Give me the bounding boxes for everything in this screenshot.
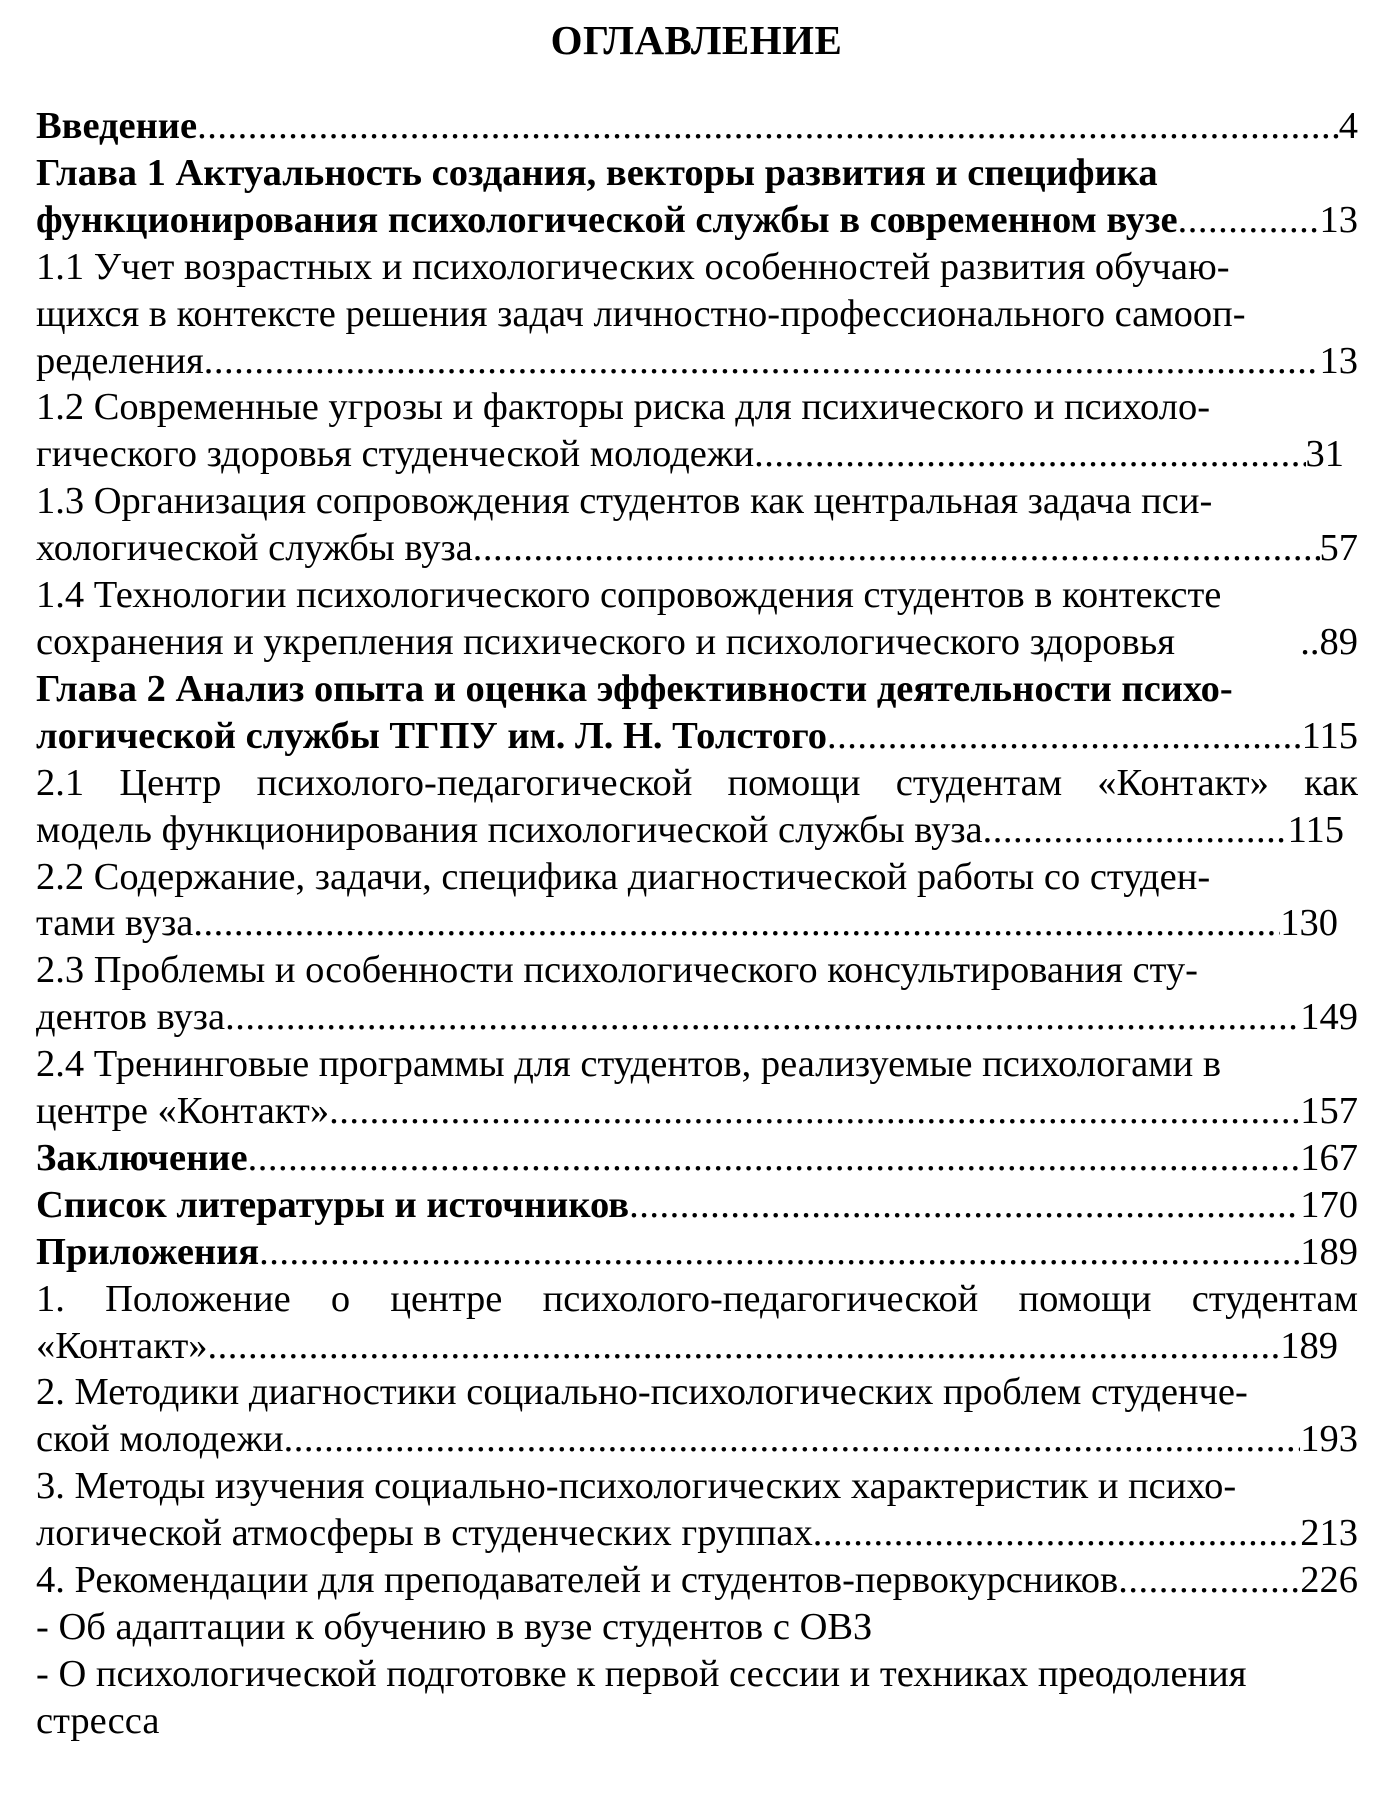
toc-entry-title-cont: сохранения и укрепления психического и психологического здоровья [36,620,1175,663]
toc-page-number: 189 [1280,1324,1338,1367]
toc-entry-appendix-1 [36,1276,1358,1370]
toc-leader-dots [225,994,1300,1041]
toc-leader-dots [754,431,1305,478]
toc-page-number: ..89 [1300,620,1358,663]
toc-entry-title-line: 1.4 Технологии психологического сопровождения студентов в контексте [36,574,1222,617]
toc-page-number: 115 [1287,808,1344,851]
toc-leader-dots [329,1088,1300,1135]
toc-entry-1-4 [36,572,1358,666]
toc-leader-dots [473,525,1320,572]
toc-entry-2-2 [36,854,1358,948]
toc-entry-1-3 [36,478,1358,572]
toc-entry-title-line: 3. Методы изучения социально-психологических характеристик и психо- [36,1465,1237,1508]
toc-leader-dots [1118,1557,1300,1604]
toc-entry-2-1 [36,760,1358,854]
toc-entry-appendix-3 [36,1463,1358,1557]
toc-entry-title-line: 1.1 Учет возрастных и психологических особенностей развития обучаю- [36,245,1230,288]
toc-entry-title-cont: гического здоровья студенческой молодежи [36,433,755,476]
toc-leader-dots [208,1323,1281,1370]
toc-leader-dots [813,1510,1301,1557]
toc-entry-title: Введение [36,105,198,147]
toc-entry-title-line: 2.3 Проблемы и особенности психологического консультирования сту- [36,949,1198,992]
toc-leader-dots [629,1182,1300,1229]
toc-entry-chapter-1 [36,150,1358,244]
toc-entry-title-cont: ределения [36,339,204,382]
toc-entry-title-line: 1.3 Организация сопровождения студентов как центральная задача пси- [36,480,1213,523]
toc-page-number: 115 [1301,714,1358,757]
toc-page-number: 4 [1338,105,1358,147]
toc-entry-title-cont: модель функционирования психологической службы вуза [36,808,983,851]
toc-leader-dots [284,1416,1301,1463]
toc-entry-appendix-4 [36,1557,1358,1604]
toc-page-number: 130 [1280,902,1338,945]
toc-entry-title-line: 2. Методики диагностики социально-психологических проблем студенче- [36,1371,1248,1414]
toc-entry-title-line: 2.4 Тренинговые программы для студентов, реализуемые психологами в [36,1043,1222,1086]
toc-page-number: 13 [1319,198,1358,241]
toc-leader-dots [1178,197,1320,244]
toc-page-number: 213 [1300,1512,1358,1555]
toc-page-number: 226 [1300,1559,1358,1602]
toc-entry-chapter-2 [36,666,1358,760]
toc-page-number: 157 [1300,1090,1358,1133]
toc-subitem: - О психологической подготовке к первой сессии и техниках преодоления стресса [36,1652,1247,1742]
page-title: ОГЛАВЛЕНИЕ [550,17,843,63]
toc-entry-title: 4. Рекомендации для преподавателей и студентов-первокурсников [36,1559,1119,1602]
toc-page-number: 189 [1300,1230,1358,1273]
toc-subitem: - Об адаптации к обучению в вузе студентов с ОВЗ [36,1606,873,1648]
toc-entry-title-line: 2.1 Центр психолого-педагогической помощи студентам «Контакт» как [36,761,1358,804]
toc-entry-title-line: щихся в контексте решения задач личностно-профессионального самооп- [36,292,1246,335]
toc-entry-title-line: 1.2 Современные угрозы и факторы риска для психического и психоло- [36,386,1211,429]
toc-entry-title-cont: логической атмосферы в студенческих группах [36,1512,813,1555]
toc-page-number: 13 [1319,339,1358,382]
toc-leader-dots [983,807,1288,854]
toc-page-number: 149 [1300,996,1358,1039]
toc-leader-dots [259,1229,1300,1276]
toc-entry-1-1 [36,244,1358,385]
toc-entry-title: Приложения [36,1230,260,1273]
toc-page-number: 167 [1300,1136,1358,1179]
toc-entry-appendices [36,1229,1358,1276]
toc-page-number: 31 [1305,433,1344,476]
table-of-contents [36,103,1358,1745]
toc-page-number: 170 [1300,1183,1358,1226]
toc-entry-title-cont: функционирования психологической службы в современном вузе [36,198,1178,241]
toc-entry-title-line: 2.2 Содержание, задачи, специфика диагностической работы со студен- [36,855,1211,898]
toc-entry-title-cont: центре «Контакт» [36,1090,330,1133]
toc-entry-title-cont: хологической службы вуза [36,527,473,570]
toc-entry-2-3 [36,947,1358,1041]
toc-leader-dots [827,713,1302,760]
toc-entry-references [36,1182,1358,1229]
toc-entry-2-4 [36,1041,1358,1135]
toc-entry-introduction [36,103,1358,150]
toc-entry-title-cont: тами вуза [36,902,194,945]
toc-leader-dots [193,900,1280,947]
toc-entry-title-line: 1. Положение о центре психолого-педагогической помощи студентам [36,1277,1358,1320]
toc-page-number: 57 [1319,527,1358,570]
toc-entry-1-2 [36,384,1358,478]
toc-entry-title-line: Глава 2 Анализ опыта и оценка эффективности деятельности психо- [36,667,1233,710]
toc-leader-dots [204,338,1320,385]
toc-entry-appendix-2 [36,1369,1358,1463]
toc-entry-title-line: Глава 1 Актуальность создания, векторы развития и специфика [36,151,1158,194]
toc-page-number: 193 [1300,1418,1358,1461]
toc-entry-title: Список литературы и источников [36,1183,630,1226]
toc-entry-conclusion [36,1135,1358,1182]
toc-entry-title-cont: логической службы ТГПУ им. Л. Н. Толстого [36,714,827,757]
toc-leader-dots [248,1135,1301,1182]
toc-entry-title-cont: дентов вуза [36,996,226,1039]
toc-entry-title-cont: «Контакт» [36,1324,208,1367]
toc-leader-dots [197,103,1339,150]
toc-entry-title: Заключение [36,1136,248,1179]
toc-entry-title-cont: ской молодежи [36,1418,284,1461]
